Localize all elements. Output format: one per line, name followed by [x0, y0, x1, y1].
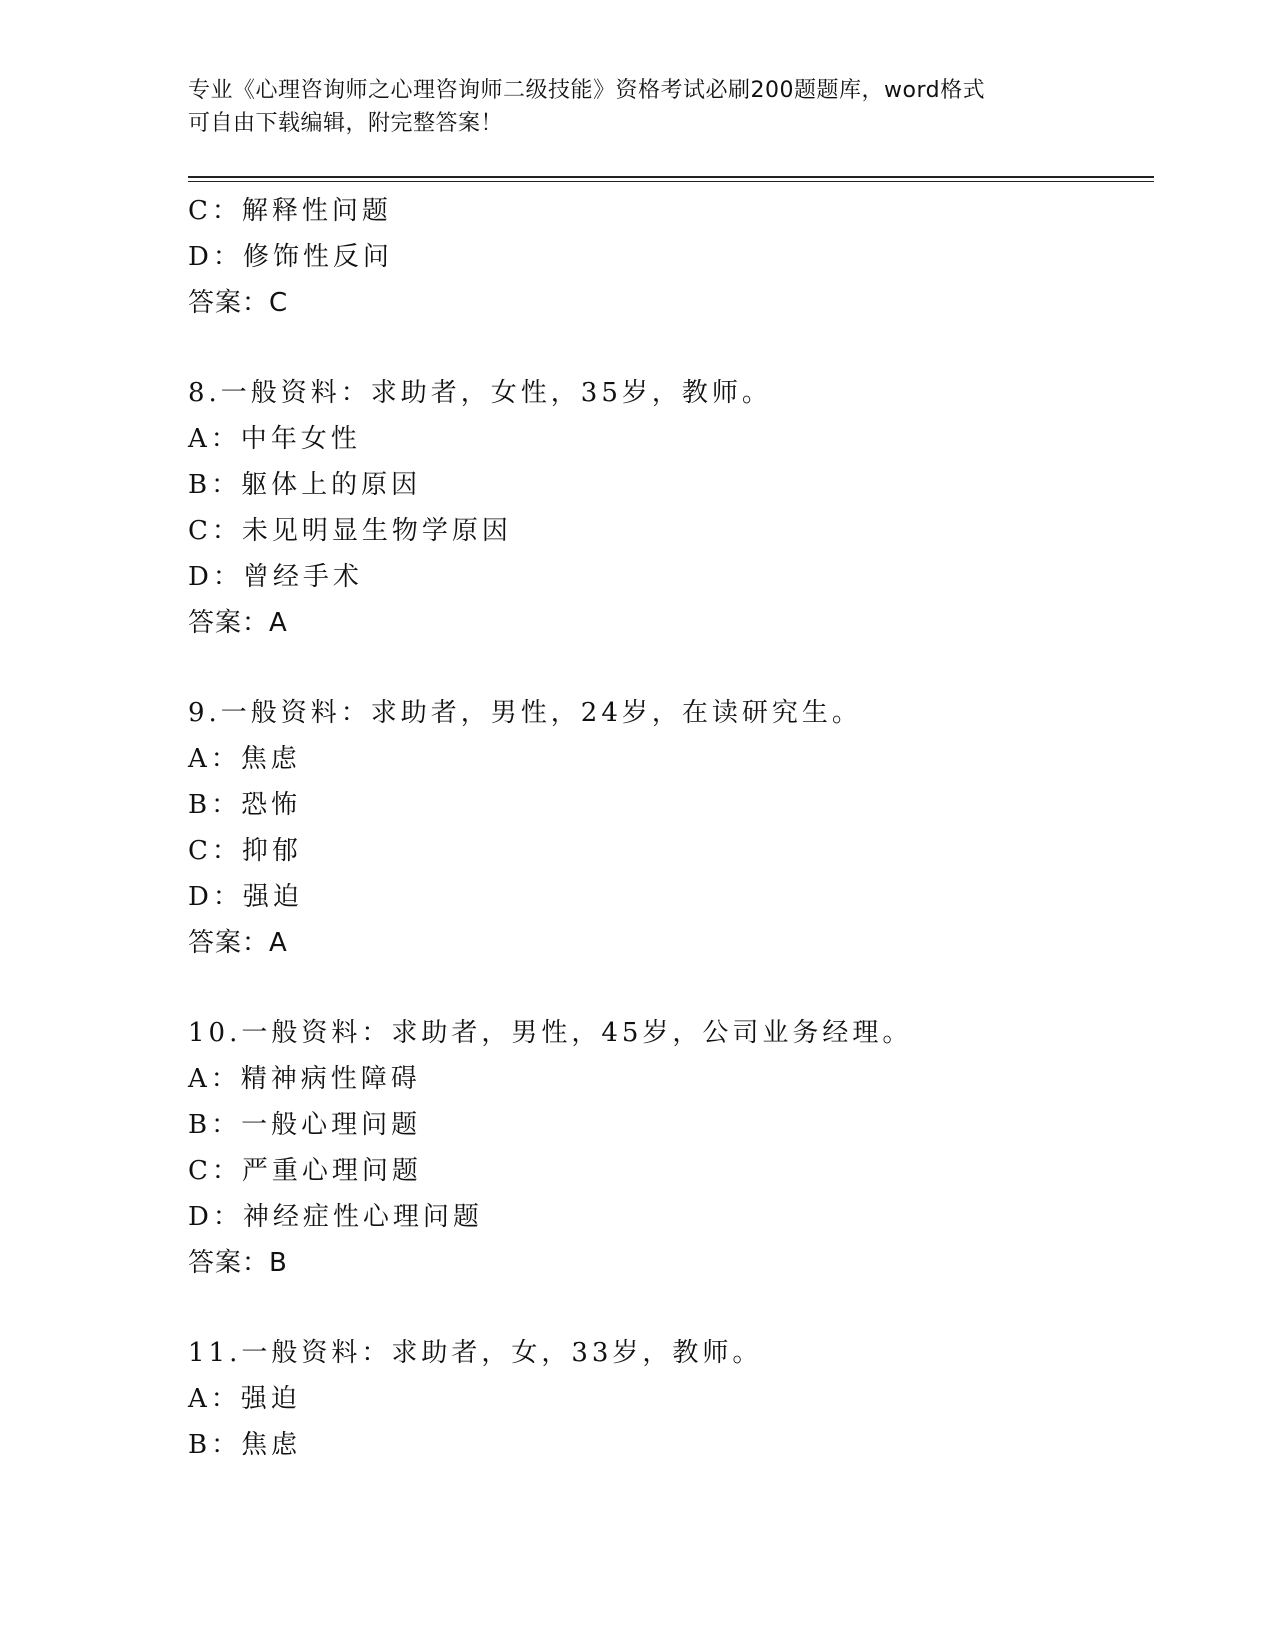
option-d: D：强迫 — [188, 882, 303, 912]
option-c: C：解释性问题 — [188, 196, 392, 226]
question-list — [188, 188, 1148, 1468]
continued-question — [188, 188, 1148, 326]
option-b: B：焦虑 — [188, 1430, 302, 1460]
document-header — [188, 74, 1088, 140]
option-b: B：恐怖 — [188, 790, 302, 820]
option-a: A：强迫 — [188, 1384, 301, 1414]
question-stem: 10.一般资料：求助者，男性，45岁，公司业务经理。 — [188, 1018, 913, 1048]
header-line-2: 可自由下载编辑，附完整答案！ — [188, 111, 504, 136]
question-9 — [188, 690, 1148, 966]
option-b: B：一般心理问题 — [188, 1110, 422, 1140]
answer: 答案：C — [188, 288, 289, 318]
header-divider — [188, 176, 1154, 182]
option-a: A：焦虑 — [188, 744, 301, 774]
option-d: D：神经症性心理问题 — [188, 1202, 483, 1232]
question-10 — [188, 1010, 1148, 1286]
answer: 答案：A — [188, 608, 288, 638]
answer: 答案：B — [188, 1248, 288, 1278]
option-d: D：修饰性反问 — [188, 242, 393, 272]
header-line-1: 专业《心理咨询师之心理咨询师二级技能》资格考试必刷200题题库，word格式 — [188, 78, 986, 103]
question-11 — [188, 1330, 1148, 1468]
option-d: D：曾经手术 — [188, 562, 363, 592]
option-a: A：精神病性障碍 — [188, 1064, 421, 1094]
question-stem: 8.一般资料：求助者，女性，35岁，教师。 — [188, 378, 772, 408]
question-stem: 9.一般资料：求助者，男性，24岁，在读研究生。 — [188, 698, 862, 728]
option-c: C：未见明显生物学原因 — [188, 516, 512, 546]
option-c: C：抑郁 — [188, 836, 302, 866]
option-a: A：中年女性 — [188, 424, 361, 454]
answer: 答案：A — [188, 928, 288, 958]
question-8 — [188, 370, 1148, 646]
question-stem: 11.一般资料：求助者，女，33岁，教师。 — [188, 1338, 763, 1368]
option-b: B：躯体上的原因 — [188, 470, 422, 500]
option-c: C：严重心理问题 — [188, 1156, 422, 1186]
